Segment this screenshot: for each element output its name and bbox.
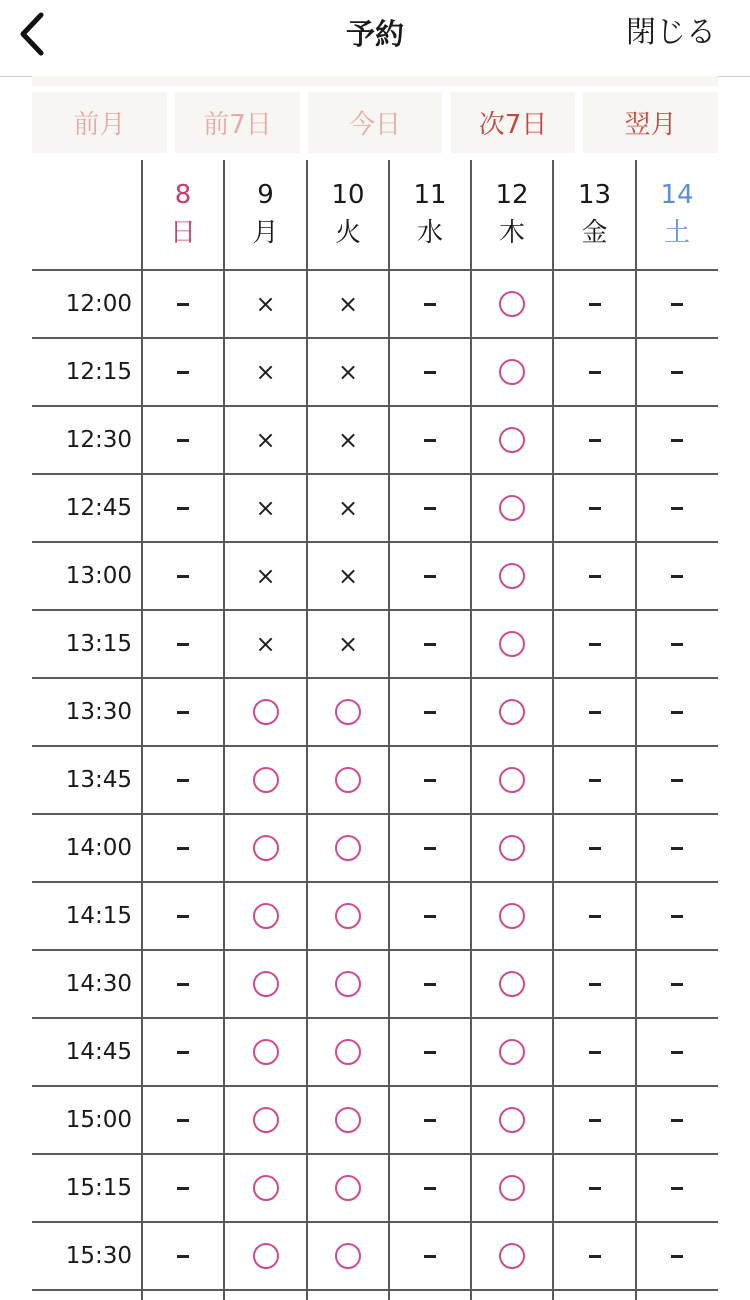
slot-none: [553, 406, 636, 474]
unavailable-dash-icon: [177, 439, 189, 442]
slot-open[interactable]: [471, 746, 553, 814]
slot-none: [636, 950, 718, 1018]
slot-none: [142, 406, 224, 474]
unavailable-dash-icon: [589, 711, 601, 714]
slot-open[interactable]: [471, 406, 553, 474]
slot-none: [389, 610, 471, 678]
slot-none: [142, 270, 224, 338]
unavailable-dash-icon: [589, 1051, 601, 1054]
unavailable-dash-icon: [424, 779, 436, 782]
slot-none: [142, 746, 224, 814]
full-cross-icon: ×: [255, 494, 276, 522]
date-header-10: [307, 160, 389, 270]
slot-full: [307, 406, 389, 474]
unavailable-dash-icon: [589, 1255, 601, 1258]
unavailable-dash-icon: [671, 1051, 683, 1054]
day-of-week: 金: [581, 218, 608, 248]
time-label: 12:00: [65, 291, 132, 317]
slot-open[interactable]: [224, 1018, 307, 1086]
time-label: 13:45: [65, 767, 132, 793]
slot-open[interactable]: [307, 950, 389, 1018]
unavailable-dash-icon: [589, 847, 601, 850]
slot-none: [553, 950, 636, 1018]
slot-none: [142, 474, 224, 542]
banner-strip: [32, 76, 718, 86]
slot-full: [224, 474, 307, 542]
slot-open[interactable]: [471, 678, 553, 746]
full-cross-icon: ×: [337, 494, 359, 522]
slot-none: [389, 950, 471, 1018]
slot-full: [224, 406, 307, 474]
slot-none: [553, 1086, 636, 1154]
slot-open[interactable]: [224, 1086, 307, 1154]
available-circle-icon: [335, 1039, 361, 1065]
slot-none: [389, 1018, 471, 1086]
slot-none: [553, 542, 636, 610]
slot-full: [224, 338, 307, 406]
unavailable-dash-icon: [177, 711, 189, 714]
slot-none: [636, 610, 718, 678]
full-cross-icon: ×: [337, 630, 359, 658]
unavailable-dash-icon: [589, 1187, 601, 1190]
slot-none: [389, 338, 471, 406]
slot-open[interactable]: [471, 338, 553, 406]
unavailable-dash-icon: [671, 983, 683, 986]
slot-open[interactable]: [224, 814, 307, 882]
slot-full: [224, 610, 307, 678]
slot-none: [553, 814, 636, 882]
slot-none: [636, 882, 718, 950]
today-button[interactable]: 今日: [308, 92, 442, 153]
slot-open[interactable]: [307, 1154, 389, 1222]
available-circle-icon: [253, 1175, 279, 1201]
available-circle-icon: [335, 699, 361, 725]
slot-open[interactable]: [224, 678, 307, 746]
available-circle-icon: [499, 835, 525, 861]
unavailable-dash-icon: [424, 711, 436, 714]
slot-none: [636, 338, 718, 406]
unavailable-dash-icon: [177, 1119, 189, 1122]
slot-none: [636, 1086, 718, 1154]
unavailable-dash-icon: [589, 575, 601, 578]
slot-none: [636, 474, 718, 542]
time-label: 14:30: [65, 971, 132, 997]
slot-none: [142, 1154, 224, 1222]
slot-none: [142, 814, 224, 882]
available-circle-icon: [335, 903, 361, 929]
page-title: 予約: [345, 17, 404, 51]
next-month-button[interactable]: 翌月: [583, 92, 718, 153]
slot-open[interactable]: [471, 950, 553, 1018]
unavailable-dash-icon: [671, 643, 683, 646]
slot-none: [636, 746, 718, 814]
date-number: 14: [660, 180, 694, 210]
slot-open[interactable]: [307, 746, 389, 814]
available-circle-icon: [499, 971, 525, 997]
slot-none: [636, 678, 718, 746]
slot-open[interactable]: [471, 270, 553, 338]
unavailable-dash-icon: [589, 643, 601, 646]
date-number: 12: [495, 180, 529, 210]
unavailable-dash-icon: [177, 303, 189, 306]
full-cross-icon: ×: [255, 562, 276, 590]
unavailable-dash-icon: [424, 643, 436, 646]
available-circle-icon: [253, 971, 279, 997]
unavailable-dash-icon: [671, 915, 683, 918]
slot-none: [142, 1018, 224, 1086]
unavailable-dash-icon: [671, 1119, 683, 1122]
slot-none: [389, 746, 471, 814]
slot-none: [389, 882, 471, 950]
available-circle-icon: [335, 1243, 361, 1269]
slot-open[interactable]: [224, 746, 307, 814]
slot-none: [389, 270, 471, 338]
slot-open[interactable]: [471, 1154, 553, 1222]
slot-none: [553, 610, 636, 678]
unavailable-dash-icon: [177, 1051, 189, 1054]
slot-open[interactable]: [471, 610, 553, 678]
unavailable-dash-icon: [589, 439, 601, 442]
slot-none: [636, 542, 718, 610]
prev-7-days-button[interactable]: 前7日: [175, 92, 300, 153]
slot-none: [142, 1086, 224, 1154]
unavailable-dash-icon: [671, 303, 683, 306]
time-label: 15:30: [65, 1243, 132, 1269]
unavailable-dash-icon: [424, 371, 436, 374]
next-7-days-button[interactable]: 次7日: [451, 92, 575, 153]
slot-open[interactable]: [471, 1222, 553, 1290]
slot-none: [142, 882, 224, 950]
available-circle-icon: [335, 971, 361, 997]
unavailable-dash-icon: [671, 711, 683, 714]
unavailable-dash-icon: [177, 1255, 189, 1258]
unavailable-dash-icon: [589, 983, 601, 986]
day-of-week: 木: [498, 218, 525, 248]
date-header-9: [224, 160, 307, 270]
available-circle-icon: [253, 699, 279, 725]
unavailable-dash-icon: [424, 507, 436, 510]
date-number: 8: [174, 180, 192, 210]
available-circle-icon: [499, 631, 525, 657]
unavailable-dash-icon: [671, 371, 683, 374]
slot-none: [389, 814, 471, 882]
full-cross-icon: ×: [255, 358, 276, 386]
app-header: [0, 0, 750, 77]
slot-open[interactable]: [224, 1222, 307, 1290]
slot-none: [142, 610, 224, 678]
available-circle-icon: [499, 563, 525, 589]
time-label: 12:15: [65, 359, 132, 385]
unavailable-dash-icon: [671, 779, 683, 782]
date-header-11: [389, 160, 471, 270]
unavailable-dash-icon: [424, 983, 436, 986]
unavailable-dash-icon: [177, 1187, 189, 1190]
slot-open[interactable]: [307, 882, 389, 950]
unavailable-dash-icon: [671, 1255, 683, 1258]
available-circle-icon: [499, 291, 525, 317]
slot-none: [142, 1222, 224, 1290]
day-of-week: 日: [169, 218, 196, 248]
unavailable-dash-icon: [177, 779, 189, 782]
unavailable-dash-icon: [177, 983, 189, 986]
date-number: 13: [577, 180, 612, 210]
time-label: 15:15: [65, 1175, 132, 1201]
prev-month-button[interactable]: 前月: [32, 92, 167, 153]
slot-open[interactable]: [224, 1154, 307, 1222]
unavailable-dash-icon: [589, 779, 601, 782]
unavailable-dash-icon: [424, 575, 436, 578]
slot-full: [307, 270, 389, 338]
slot-open[interactable]: [471, 1018, 553, 1086]
slot-none: [553, 338, 636, 406]
time-label: 12:30: [65, 427, 132, 453]
available-circle-icon: [499, 699, 525, 725]
slot-open[interactable]: [307, 1086, 389, 1154]
day-of-week: 火: [334, 218, 361, 248]
slot-none: [142, 338, 224, 406]
week-navigation: [32, 92, 718, 153]
unavailable-dash-icon: [177, 643, 189, 646]
slot-open[interactable]: [307, 678, 389, 746]
unavailable-dash-icon: [424, 1187, 436, 1190]
unavailable-dash-icon: [671, 847, 683, 850]
available-circle-icon: [499, 1107, 525, 1133]
time-label: 15:00: [65, 1107, 132, 1133]
slot-none: [553, 746, 636, 814]
unavailable-dash-icon: [589, 507, 601, 510]
slot-open[interactable]: [471, 542, 553, 610]
time-label: 14:00: [65, 835, 132, 861]
slot-none: [389, 406, 471, 474]
unavailable-dash-icon: [424, 915, 436, 918]
slot-full: [307, 338, 389, 406]
full-cross-icon: ×: [255, 290, 276, 318]
slot-none: [389, 1086, 471, 1154]
unavailable-dash-icon: [424, 1119, 436, 1122]
slot-full: [307, 610, 389, 678]
unavailable-dash-icon: [177, 507, 189, 510]
unavailable-dash-icon: [589, 303, 601, 306]
reservation-grid: [32, 160, 718, 1269]
close-button[interactable]: 閉じる: [626, 15, 716, 50]
slot-none: [553, 474, 636, 542]
unavailable-dash-icon: [177, 915, 189, 918]
date-number: 9: [257, 180, 274, 210]
full-cross-icon: ×: [337, 562, 359, 590]
time-label: 13:15: [65, 631, 132, 657]
slot-open[interactable]: [307, 1018, 389, 1086]
available-circle-icon: [499, 903, 525, 929]
slot-open[interactable]: [471, 882, 553, 950]
available-circle-icon: [499, 1175, 525, 1201]
slot-none: [553, 882, 636, 950]
slot-open[interactable]: [471, 474, 553, 542]
available-circle-icon: [499, 495, 525, 521]
full-cross-icon: ×: [255, 426, 276, 454]
slot-none: [389, 542, 471, 610]
slot-full: [307, 542, 389, 610]
slot-none: [142, 678, 224, 746]
available-circle-icon: [335, 1175, 361, 1201]
unavailable-dash-icon: [589, 371, 601, 374]
unavailable-dash-icon: [177, 575, 189, 578]
slot-none: [389, 678, 471, 746]
available-circle-icon: [499, 1243, 525, 1269]
available-circle-icon: [335, 1107, 361, 1133]
available-circle-icon: [253, 1243, 279, 1269]
time-label: 14:15: [65, 903, 132, 929]
full-cross-icon: ×: [337, 358, 359, 386]
slot-full: [224, 270, 307, 338]
unavailable-dash-icon: [177, 847, 189, 850]
slot-open[interactable]: [224, 950, 307, 1018]
day-of-week: 土: [663, 218, 690, 248]
time-label: 12:45: [65, 495, 132, 521]
full-cross-icon: ×: [255, 630, 276, 658]
slot-none: [553, 270, 636, 338]
slot-full: [307, 474, 389, 542]
day-of-week: 水: [416, 218, 443, 248]
slot-open[interactable]: [307, 1222, 389, 1290]
slot-none: [636, 1154, 718, 1222]
available-circle-icon: [335, 767, 361, 793]
unavailable-dash-icon: [671, 507, 683, 510]
unavailable-dash-icon: [424, 847, 436, 850]
unavailable-dash-icon: [424, 439, 436, 442]
available-circle-icon: [499, 767, 525, 793]
slot-open[interactable]: [471, 814, 553, 882]
slot-none: [389, 474, 471, 542]
slot-none: [389, 1222, 471, 1290]
unavailable-dash-icon: [671, 575, 683, 578]
available-circle-icon: [499, 427, 525, 453]
unavailable-dash-icon: [671, 439, 683, 442]
date-number: 10: [331, 180, 365, 210]
full-cross-icon: ×: [337, 426, 359, 454]
slot-none: [553, 1154, 636, 1222]
slot-full: [224, 542, 307, 610]
available-circle-icon: [335, 835, 361, 861]
slot-none: [636, 1018, 718, 1086]
available-circle-icon: [253, 1039, 279, 1065]
time-label: 13:30: [65, 699, 132, 725]
time-label: 14:45: [65, 1039, 132, 1065]
available-circle-icon: [499, 1039, 525, 1065]
slot-none: [142, 542, 224, 610]
time-label: 13:00: [65, 563, 132, 589]
slot-open[interactable]: [471, 1086, 553, 1154]
day-of-week: 月: [252, 218, 279, 248]
slot-open[interactable]: [307, 814, 389, 882]
date-number: 11: [413, 180, 447, 210]
available-circle-icon: [253, 1107, 279, 1133]
available-circle-icon: [253, 903, 279, 929]
slot-none: [553, 678, 636, 746]
slot-none: [553, 1222, 636, 1290]
slot-none: [636, 814, 718, 882]
slot-none: [636, 406, 718, 474]
slot-none: [636, 270, 718, 338]
date-header-12: [471, 160, 553, 270]
available-circle-icon: [499, 359, 525, 385]
slot-none: [389, 1154, 471, 1222]
slot-none: [636, 1222, 718, 1290]
unavailable-dash-icon: [671, 1187, 683, 1190]
unavailable-dash-icon: [177, 371, 189, 374]
slot-open[interactable]: [224, 882, 307, 950]
available-circle-icon: [253, 835, 279, 861]
unavailable-dash-icon: [589, 1119, 601, 1122]
date-header-8: [142, 160, 224, 270]
slot-none: [142, 950, 224, 1018]
unavailable-dash-icon: [424, 1255, 436, 1258]
date-header-14: [636, 160, 718, 270]
date-header-13: [553, 160, 636, 270]
full-cross-icon: ×: [337, 290, 359, 318]
unavailable-dash-icon: [589, 915, 601, 918]
slot-none: [553, 1018, 636, 1086]
unavailable-dash-icon: [424, 303, 436, 306]
unavailable-dash-icon: [424, 1051, 436, 1054]
available-circle-icon: [253, 767, 279, 793]
